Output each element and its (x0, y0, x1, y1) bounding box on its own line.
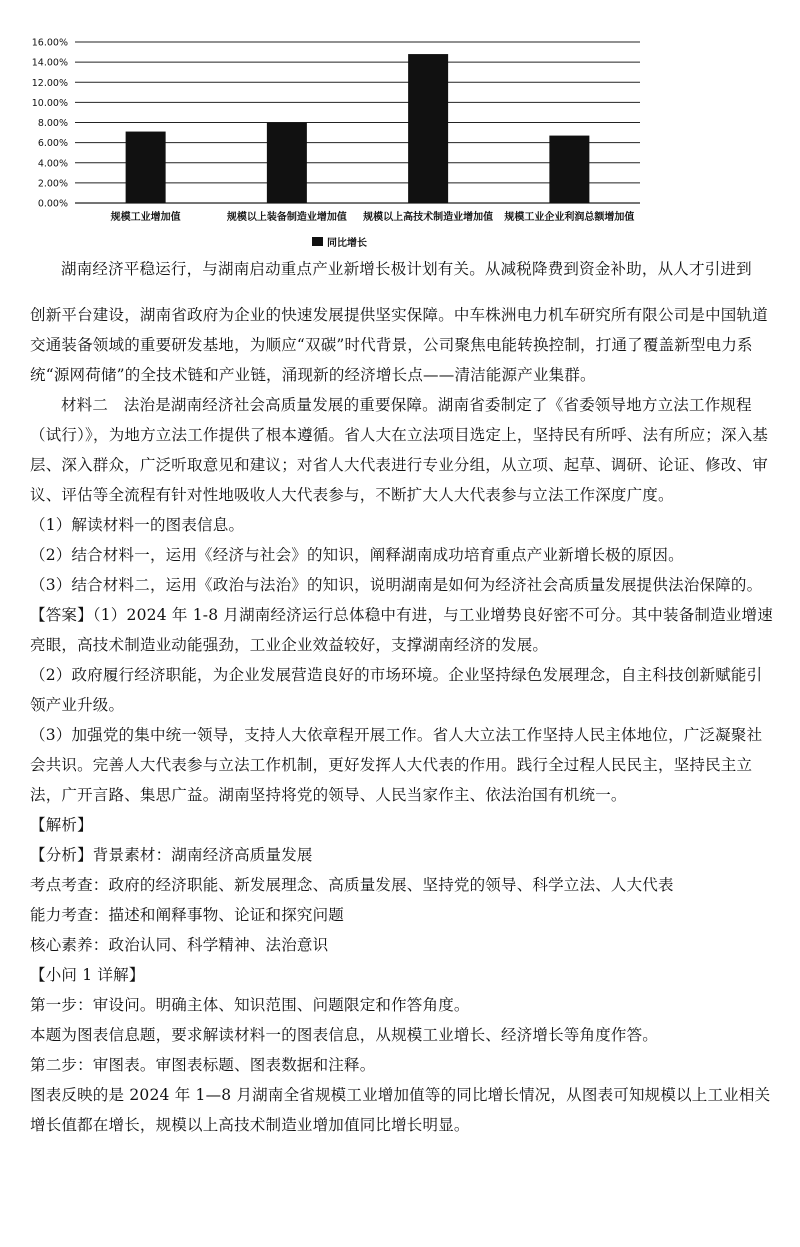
x-tick-label: 规模工业企业利润总额增加值 (504, 212, 635, 223)
bar (126, 132, 166, 203)
paragraph: 湖南经济平稳运行，与湖南启动重点产业新增长极计划有关。从减税降费到资金补助，从人才引进到 (61, 260, 752, 278)
chart-legend (312, 236, 367, 249)
step-one: 第一步：审设问。明确主体、知识范围、问题限定和作答角度。 (30, 996, 470, 1014)
step-two: 第二步：审图表。审图表标题、图表数据和注释。 (30, 1056, 376, 1074)
analysis-heading: 【解析】 (30, 816, 93, 834)
question-3: （3）结合材料二，运用《政治与法治》的知识，说明湖南是如何为经济社会高质量发展提供法治保障的。 (30, 576, 763, 594)
chart-y-axis (32, 38, 68, 210)
x-tick-label: 规模以上高技术制造业增加值 (363, 212, 494, 223)
step-one-detail: 本题为图表信息题，要求解读材料一的图表信息，从规模工业增长、经济增长等角度作答。 (30, 1026, 659, 1044)
y-tick-label: 2.00% (37, 178, 68, 190)
bar (408, 54, 448, 203)
paragraph: 创新平台建设，湖南省政府为企业的快速发展提供坚实保障。中车株洲电力机车研究所有限公司是中国轨道交通装备领域的重要研发基地，为顺应“双碳”时代背景，公司聚焦电能转换控制，打通了覆盖新型电力系统“源网荷储”的全技术链和产业链，涌现新的经济增长点——清洁能源产业集群。 (30, 306, 768, 384)
sub-question-1-heading: 【小问 1 详解】 (30, 966, 145, 984)
x-tick-label: 规模以上装备制造业增加值 (226, 212, 347, 223)
y-tick-label: 16.00% (31, 37, 68, 49)
y-tick-label: 12.00% (31, 77, 68, 89)
y-tick-label: 10.00% (31, 97, 68, 109)
paragraph-material-two: 材料二 法治是湖南经济社会高质量发展的重要保障。湖南省委制定了《省委领导地方立法工作规程（试行）》，为地方立法工作提供了根本遵循。省人大在立法项目选定上，坚持民有所呼、法有所应；深入基层、深入群众，广泛听取意见和建议；对省人大代表进行专业分组，从立项、起草、调研、论证、修改、审议、评估等全流程有针对性地吸收人大代表参与，不断扩大人大代表参与立法工作深度广度。 (30, 396, 769, 504)
x-tick-label: 规模工业增加值 (110, 212, 181, 223)
y-tick-label: 0.00% (37, 198, 68, 210)
analysis-background: 【分析】背景素材：湖南经济高质量发展 (30, 846, 313, 864)
y-tick-label: 8.00% (37, 118, 68, 129)
legend-label: 同比增长 (327, 238, 367, 249)
document-body (30, 254, 775, 1140)
answer-1: 【答案】（1）2024 年 1-8 月湖南经济运行总体稳中有进，与工业增势良好密不可分。其中装备制造业增速亮眼，高技术制造业动能强劲，工业企业效益较好，支撑湖南经济的发展。 (30, 606, 773, 654)
y-tick-label: 6.00% (37, 138, 68, 150)
answer-2: （2）政府履行经济职能，为企业发展营造良好的市场环境。企业坚持绿色发展理念，自主科技创新赋能引领产业升级。 (30, 666, 763, 714)
question-2: （2）结合材料一，运用《经济与社会》的知识，阐释湖南成功培育重点产业新增长极的原因。 (30, 546, 684, 564)
bar (267, 123, 307, 204)
y-tick-label: 14.00% (31, 57, 68, 69)
step-two-detail: 图表反映的是 2024 年 1—8 月湖南全省规模工业增加值等的同比增长情况，从图表可知规模以上工业相关增长值都在增长，规模以上高技术制造业增加值同比增长明显。 (30, 1086, 771, 1134)
analysis-topics: 考点考查：政府的经济职能、新发展理念、高质量发展、坚持党的领导、科学立法、人大代表 (30, 876, 674, 894)
bar-chart (0, 0, 800, 258)
legend-swatch (312, 237, 323, 246)
answer-3: （3）加强党的集中统一领导，支持人大依章程开展工作。省人大立法工作坚持人民主体地位，广泛凝聚社会共识。完善人大代表参与立法工作机制，更好发挥人大代表的作用。践行全过程人民民主，坚持民主立法，广开言路、集思广益。湖南坚持将党的领导、人民当家作主、依法治国有机统一。 (30, 726, 763, 804)
analysis-abilities: 能力考查：描述和阐释事物、论证和探究问题 (30, 906, 345, 924)
bar (549, 136, 589, 203)
y-tick-label: 4.00% (37, 158, 68, 170)
analysis-literacy: 核心素养：政治认同、科学精神、法治意识 (30, 936, 329, 954)
chart-bars (126, 54, 590, 203)
question-1: （1）解读材料一的图表信息。 (30, 516, 245, 534)
chart-x-axis (110, 210, 635, 223)
